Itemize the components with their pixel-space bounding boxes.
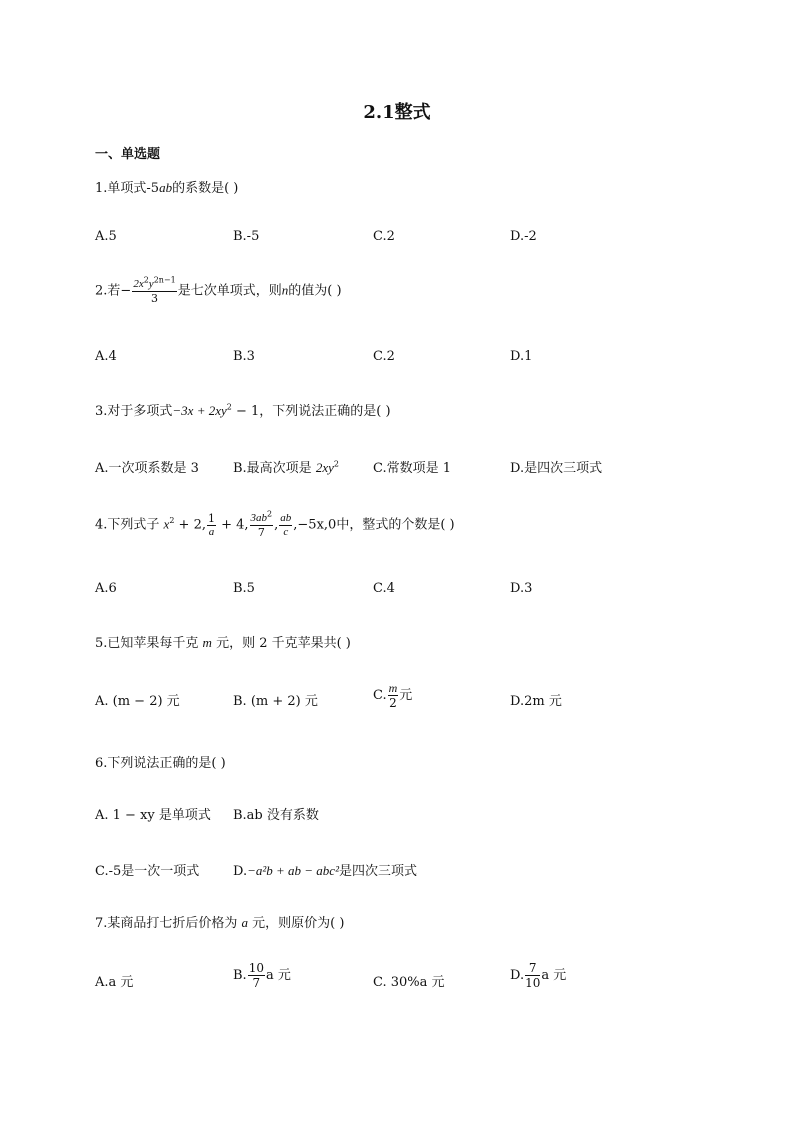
- question-4: [95, 509, 455, 539]
- q3-option-b-exp: 2: [333, 459, 339, 469]
- question-1: [95, 177, 238, 196]
- q6-option-d-expr: −a²b + ab − abc²: [247, 863, 339, 878]
- q3-option-c[interactable]: C.常数项是 1: [373, 461, 452, 476]
- q4-t3: ,: [274, 517, 279, 533]
- q2-den: 3: [151, 292, 159, 305]
- q7-option-c[interactable]: C. 30%a 元: [373, 975, 445, 990]
- question-6: 6.下列说法正确的是( ): [95, 756, 226, 771]
- q6-option-d-prefix: D.: [233, 864, 248, 879]
- q4-x-exp: 2: [169, 516, 175, 526]
- q3-option-a[interactable]: A.一次项系数是 3: [95, 461, 199, 476]
- q1-option-d[interactable]: D.-2: [510, 229, 537, 244]
- q4-f3-num: ab: [280, 511, 292, 524]
- q5-prefix: 5.已知苹果每千克: [95, 636, 203, 651]
- q4-t2: + 4,: [216, 517, 249, 533]
- q2-option-b[interactable]: B.3: [233, 349, 255, 364]
- q5-suffix: 元，则 2 千克苹果共( ): [211, 636, 351, 651]
- q7-option-d-fraction: [525, 962, 540, 989]
- q2-var: n: [281, 282, 289, 298]
- q4-suffix: 中，整式的个数是( ): [336, 517, 455, 533]
- q2-minus: −: [120, 283, 132, 299]
- q2-num-exp2: 2n−1: [153, 275, 176, 285]
- q1-prefix: 1.单项式-5: [95, 181, 160, 196]
- q5-option-c-prefix: C.: [373, 688, 387, 703]
- q2-option-a[interactable]: A.4: [95, 349, 117, 364]
- q6-option-d[interactable]: [233, 860, 417, 879]
- q5-option-c-num: m: [388, 681, 398, 695]
- q4-fraction-2: [250, 509, 274, 539]
- q3-expr: −3x + 2xy: [172, 403, 227, 418]
- q2-num-y: y: [148, 278, 154, 290]
- q6-option-a[interactable]: A. 1 − xy 是单项式: [95, 808, 211, 823]
- q4-fraction-1: [207, 513, 216, 538]
- q7-option-d-num: 7: [525, 962, 540, 976]
- q7-option-b-suffix: a 元: [265, 968, 291, 983]
- question-3: [95, 400, 391, 419]
- q5-option-b[interactable]: B. (m + 2) 元: [233, 694, 318, 709]
- q2-mid: 是七次单项式，则: [177, 283, 282, 299]
- q4-fraction-3: [279, 513, 292, 538]
- q2-option-c[interactable]: C.2: [373, 349, 395, 364]
- q7-option-b-prefix: B.: [233, 968, 247, 983]
- q2-num: 2x: [133, 278, 144, 290]
- q4-t1: + 2,: [174, 517, 206, 533]
- q7-option-d-den: 10: [525, 976, 541, 990]
- q5-var: m: [202, 635, 212, 650]
- q5-option-c-den: 2: [389, 696, 397, 710]
- q7-option-b-fraction: [248, 962, 265, 989]
- q7-prefix: 7.某商品打七折后价格为: [95, 916, 242, 931]
- q5-option-c-suffix: 元: [399, 688, 413, 703]
- q4-option-c[interactable]: C.4: [373, 581, 395, 596]
- q1-option-c[interactable]: C.2: [373, 229, 395, 244]
- question-2: [95, 275, 342, 305]
- q7-option-a[interactable]: A.a 元: [95, 975, 134, 990]
- q2-suffix: 的值为( ): [288, 283, 342, 299]
- q5-option-c[interactable]: [373, 682, 412, 709]
- q4-f3-den: c: [283, 525, 289, 538]
- q3-option-b-prefix: B.最高次项是: [233, 461, 316, 476]
- q3-exp: 2: [226, 402, 232, 412]
- q7-option-d-prefix: D.: [510, 968, 525, 983]
- q7-option-b-num: 10: [248, 961, 264, 975]
- section-heading: 一、单选题: [95, 147, 161, 162]
- q5-option-d[interactable]: D.2m 元: [510, 694, 562, 709]
- q4-t4: ,−5x,0: [293, 517, 337, 533]
- q7-option-d[interactable]: [510, 962, 566, 989]
- q1-suffix: 的系数是( ): [172, 181, 239, 196]
- q7-option-b[interactable]: [233, 962, 291, 989]
- q4-x: x: [163, 516, 170, 532]
- q2-prefix: 2.若: [95, 283, 121, 299]
- q3-expr-tail: − 1: [231, 404, 260, 419]
- q1-option-a[interactable]: A.5: [95, 229, 117, 244]
- question-7: [95, 912, 344, 931]
- q7-option-b-den: 7: [252, 976, 261, 990]
- q1-var: ab: [159, 180, 173, 195]
- q3-option-d[interactable]: D.是四次三项式: [510, 461, 603, 476]
- q7-option-d-suffix: a 元: [541, 968, 567, 983]
- q3-option-b[interactable]: [233, 457, 339, 476]
- document-title: 2.1整式: [363, 102, 431, 123]
- q4-f2-num: 3ab: [250, 512, 268, 524]
- q2-num-exp1: 2: [143, 275, 149, 285]
- q5-option-a[interactable]: A. (m − 2) 元: [95, 694, 180, 709]
- q4-option-a[interactable]: A.6: [95, 581, 117, 596]
- q3-prefix: 3.对于多项式: [95, 404, 173, 419]
- q7-var: a: [241, 915, 249, 930]
- q4-f1-num: 1: [207, 511, 215, 525]
- q2-option-d[interactable]: D.1: [510, 349, 533, 364]
- q4-f2-den: 7: [257, 526, 265, 539]
- q6-option-d-suffix: 是四次三项式: [338, 864, 417, 879]
- q1-option-b[interactable]: B.-5: [233, 229, 260, 244]
- q4-option-b[interactable]: B.5: [233, 581, 255, 596]
- q5-option-c-fraction: [388, 682, 399, 709]
- q6-option-c[interactable]: C.-5是一次一项式: [95, 864, 200, 879]
- q7-suffix: 元，则原价为( ): [248, 916, 345, 931]
- q6-option-b[interactable]: B.ab 没有系数: [233, 808, 319, 823]
- q4-f2-exp: 2: [267, 509, 273, 519]
- q2-fraction: [132, 275, 176, 305]
- q4-prefix: 4.下列式子: [95, 517, 164, 533]
- q4-option-d[interactable]: D.3: [510, 581, 533, 596]
- q4-f1-den: a: [208, 525, 215, 538]
- question-5: [95, 632, 351, 651]
- q3-suffix: ，下列说法正确的是( ): [259, 404, 391, 419]
- q3-option-b-var: 2xy: [315, 460, 334, 475]
